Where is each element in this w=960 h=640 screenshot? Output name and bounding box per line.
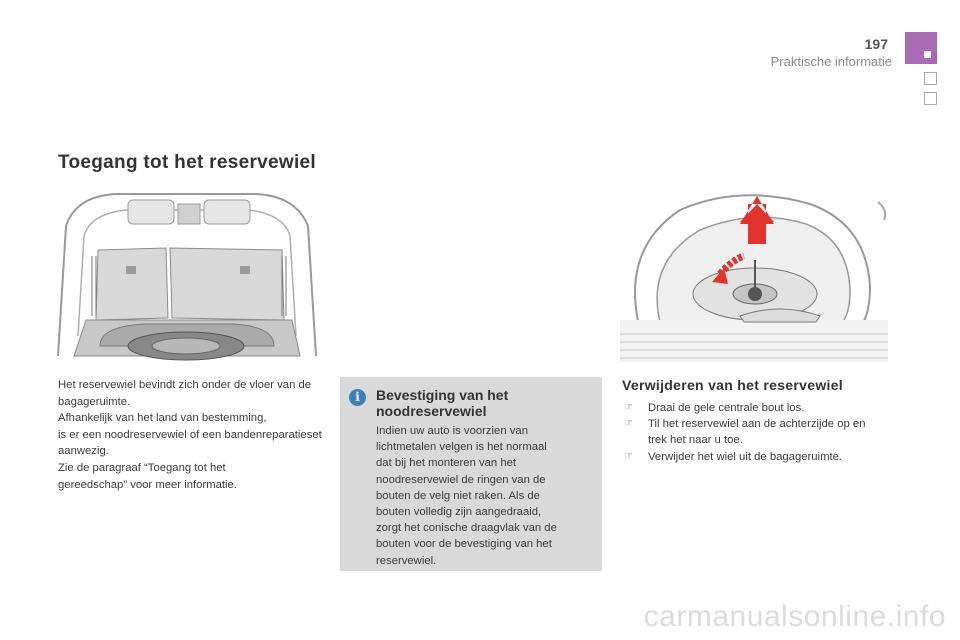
removal-title: Verwijderen van het reservewiel	[622, 377, 843, 393]
step-text: Til het reservewiel aan de achterzijde op en trek het naar u toe.	[648, 418, 866, 447]
section-title: Praktische informatie	[770, 54, 892, 69]
list-item	[624, 416, 886, 448]
pointing-hand-icon: ☞	[624, 402, 633, 413]
page-title: Toegang tot het reservewiel	[58, 152, 316, 173]
page-number: 197	[864, 36, 888, 52]
info-box	[340, 377, 602, 571]
info-icon: i	[349, 389, 366, 406]
pointing-hand-icon: ☞	[624, 450, 633, 462]
trunk-illustration	[56, 186, 318, 364]
pointing-hand-icon: ☞	[624, 418, 633, 430]
info-box-title: Bevestiging van het noodreservewiel	[376, 387, 509, 419]
spare-wheel-illustration	[620, 190, 888, 362]
step-text: Verwijder het wiel uit de bagageruimte.	[648, 450, 843, 463]
removal-steps	[624, 400, 886, 465]
list-item	[624, 400, 886, 416]
tab-marker	[924, 51, 931, 58]
intro-paragraph: Afhankelijk van het land van bestemming, is er een noodreservewiel of een bandenreparatieset aanwezig.	[58, 412, 322, 458]
chapter-tab[interactable]	[924, 92, 937, 105]
info-box-body: Indien uw auto is voorzien van lichtmetalen velgen is het normaal dat bij het monteren van het noodreservewiel de ringen van de bouten de velg niet raken. Als de bouten volledig zijn aangedraaid, zorgt het conische draagvlak van de bouten voor de bevestiging van het reservewiel.	[376, 425, 557, 567]
watermark: carmanualsonline.info	[643, 600, 946, 633]
list-item	[624, 449, 886, 465]
chapter-tab[interactable]	[924, 72, 937, 85]
chapter-tab-active[interactable]	[905, 32, 937, 64]
step-text: Draai de gele centrale bout los.	[648, 402, 805, 414]
intro-text	[58, 377, 326, 493]
intro-paragraph: Het reservewiel bevindt zich onder de vloer van de bagageruimte.	[58, 379, 312, 408]
intro-paragraph: Zie de paragraaf “Toegang tot het gereedschap” voor meer informatie.	[58, 461, 237, 491]
